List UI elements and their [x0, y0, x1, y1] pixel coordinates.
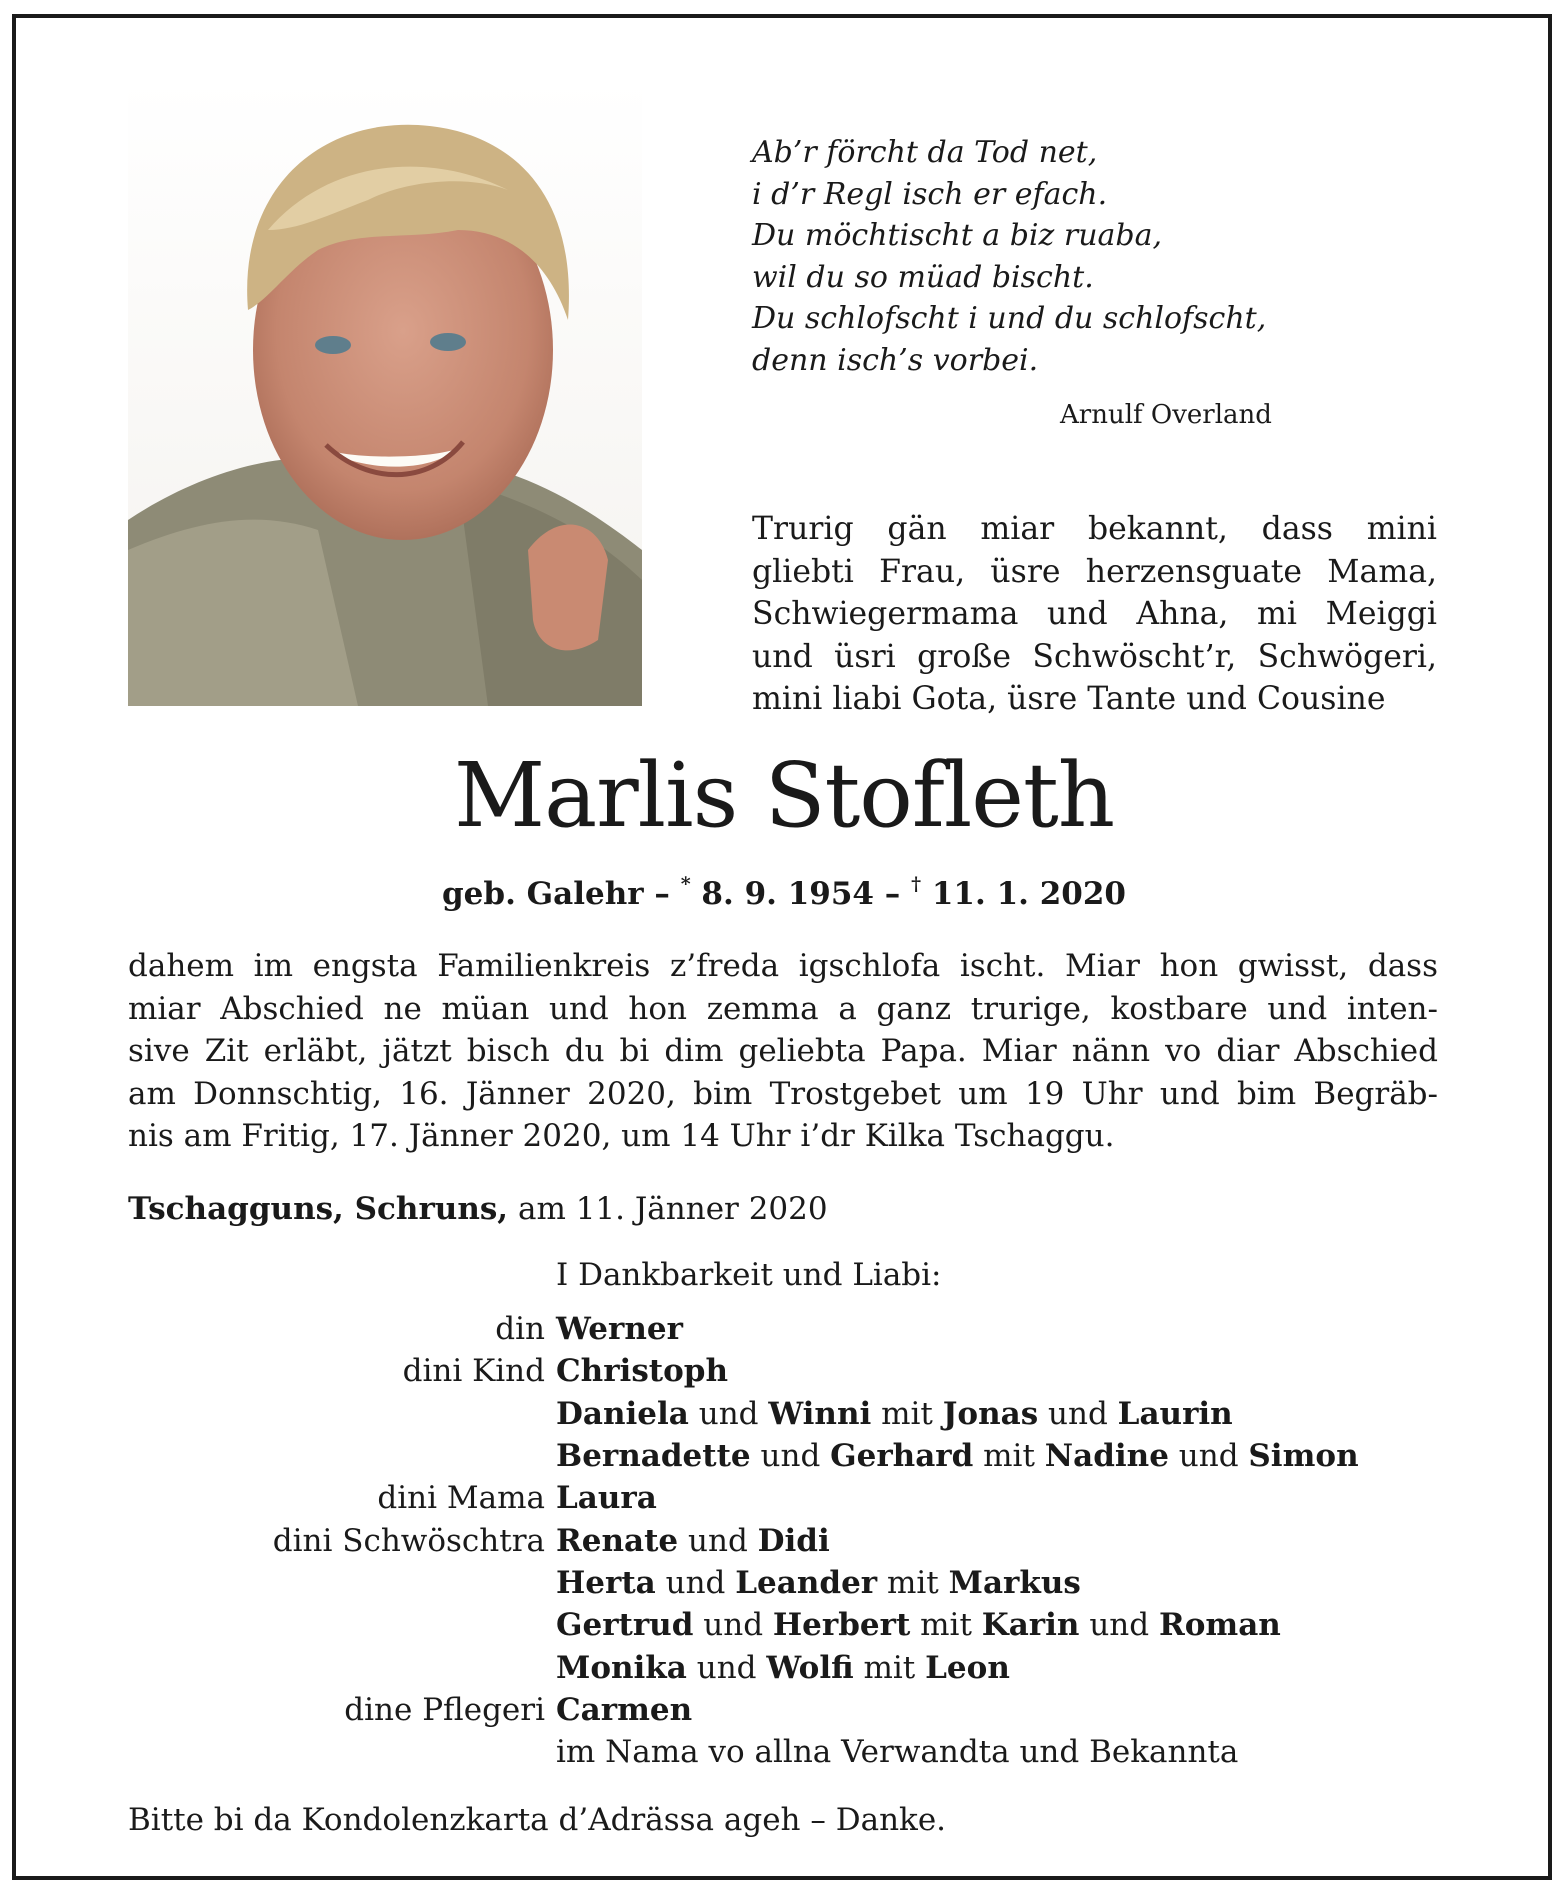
- family-member-name: Gertrud: [556, 1607, 694, 1644]
- family-member-name: Bernadette: [556, 1438, 751, 1475]
- family-connector: und: [655, 1564, 736, 1601]
- life-dates: [0, 873, 1568, 912]
- family-relation: dini Schwöschtra: [272, 1522, 545, 1559]
- family-row: [128, 1519, 1458, 1561]
- poem-line: wil du so müad bischt.: [752, 259, 1094, 295]
- family-connector: mit: [853, 1649, 926, 1686]
- family-connector: und: [1079, 1607, 1159, 1644]
- family-row: [128, 1435, 1458, 1477]
- portrait-photo: [128, 80, 642, 706]
- death-date: 11. 1. 2020: [921, 876, 1126, 912]
- poem-line: Du schlofscht i und du schlofscht,: [752, 301, 1267, 336]
- announcement-text: [752, 508, 1437, 721]
- closing-note: Bitte bi da Kondolenzkarta d’Adrässa ageh – Danke.: [128, 1802, 947, 1838]
- announcement-line: gliebti Frau, üsre herzensguate Mama,: [752, 553, 1437, 590]
- family-member-name: Herta: [556, 1564, 656, 1601]
- family-member-name: Jonas: [942, 1395, 1039, 1432]
- family-connector: und: [686, 1649, 767, 1686]
- family-connector: mit: [877, 1564, 949, 1601]
- family-connector: mit: [973, 1438, 1045, 1475]
- family-connector: und: [688, 1395, 769, 1432]
- announcement-line: Trurig gän miar bekannt, dass mini: [752, 511, 1437, 547]
- family-row: [128, 1393, 1458, 1435]
- thanks-line: I Dankbarkeit und Liabi:: [556, 1257, 942, 1293]
- family-connector: und: [750, 1438, 831, 1475]
- family-relation: dine Pflegeri: [344, 1691, 545, 1728]
- family-connector: mit: [910, 1607, 982, 1644]
- poem-line: i d’r Regl isch er efach.: [752, 176, 1108, 212]
- family-connector: mit: [871, 1395, 943, 1432]
- family-names: [556, 1650, 1010, 1686]
- place-location: Tschagguns, Schruns,: [128, 1191, 509, 1227]
- poem-line: Ab’r förcht da Tod net,: [752, 135, 1098, 170]
- family-names: [556, 1480, 657, 1516]
- family-member-name: Simon: [1248, 1438, 1359, 1475]
- family-member-name: Laura: [556, 1480, 657, 1517]
- family-row: [128, 1646, 1458, 1688]
- body-line: miar Abschied ne müan und hon zemma a ganz trurige, kostbare und inten-: [128, 990, 1438, 1027]
- birth-symbol: *: [680, 873, 691, 895]
- poem-author: Arnulf Overland: [1060, 400, 1272, 430]
- family-member-name: Wolfi: [766, 1649, 854, 1686]
- family-member-name: Markus: [948, 1564, 1081, 1601]
- family-member-name: Leander: [735, 1564, 878, 1601]
- family-row: [128, 1562, 1458, 1604]
- death-symbol: †: [911, 873, 922, 895]
- family-names: [556, 1692, 692, 1728]
- family-relation: dini Kind: [402, 1353, 545, 1390]
- family-names: [556, 1607, 1281, 1643]
- family-connector: und: [1038, 1395, 1118, 1432]
- family-names: [556, 1565, 1081, 1601]
- family-member-name: Carmen: [556, 1691, 693, 1728]
- family-relation: din: [495, 1311, 545, 1348]
- announcement-line: und üsri große Schwöscht’r, Schwögeri,: [752, 638, 1437, 675]
- announcement-line: mini liabi Gota, üsre Tante und Cousine: [752, 681, 1386, 717]
- maiden-name: geb. Galehr –: [442, 876, 670, 912]
- family-member-name: Renate: [556, 1522, 679, 1559]
- family-row: [128, 1308, 1458, 1350]
- family-member-name: Didi: [757, 1522, 830, 1559]
- family-row: [128, 1477, 1458, 1519]
- family-names: [556, 1353, 728, 1389]
- family-row: [128, 1731, 1458, 1773]
- deceased-name: Marlis Stofleth: [453, 743, 1115, 847]
- family-names: [556, 1311, 683, 1347]
- birth-date: 8. 9. 1954 –: [690, 876, 901, 912]
- announcement-line: Schwiegermama und Ahna, mi Meiggi: [752, 596, 1437, 632]
- family-member-name: Karin: [981, 1607, 1080, 1644]
- family-member-name: Gerhard: [830, 1438, 974, 1475]
- poem-line: Du möchtischt a biz ruaba,: [752, 218, 1163, 253]
- body-line: nis am Fritig, 17. Jänner 2020, um 14 Uhr i’dr Kilka Tschaggu.: [128, 1118, 1115, 1154]
- family-member-name: Herbert: [772, 1607, 911, 1644]
- family-member-name: Roman: [1158, 1607, 1281, 1644]
- place-date: [128, 1188, 828, 1230]
- poem-line: denn isch’s vorbei.: [752, 342, 1039, 378]
- family-connector: im Nama vo allna Verwandta und Bekannta: [556, 1734, 1239, 1771]
- family-connector: und: [678, 1522, 758, 1559]
- body-line: dahem im engsta Familienkreis z’freda igschlofa ischt. Miar hon gwisst, dass: [128, 948, 1438, 984]
- family-member-name: Winni: [768, 1395, 872, 1432]
- body-line: am Donnschtig, 16. Jänner 2020, bim Trostgebet um 19 Uhr und bim Begräb-: [128, 1075, 1438, 1112]
- family-row: [128, 1350, 1458, 1392]
- family-names: [556, 1523, 830, 1559]
- body-text: [128, 945, 1438, 1158]
- place-date-text: am 11. Jänner 2020: [508, 1191, 828, 1227]
- family-names: [556, 1734, 1238, 1770]
- family-names: [556, 1396, 1233, 1432]
- family-names: [556, 1438, 1359, 1474]
- poem: [752, 132, 1312, 381]
- family-row: [128, 1604, 1458, 1646]
- family-connector: und: [693, 1607, 773, 1644]
- family-member-name: Nadine: [1044, 1438, 1169, 1475]
- body-line: sive Zit erläbt, jätzt bisch du bi dim geliebta Papa. Miar nänn vo diar Abschied: [128, 1033, 1438, 1069]
- family-member-name: Monika: [556, 1649, 687, 1686]
- family-list: [128, 1308, 1458, 1773]
- family-relation: dini Mama: [377, 1480, 545, 1517]
- family-member-name: Laurin: [1117, 1395, 1233, 1432]
- family-member-name: Leon: [925, 1649, 1010, 1686]
- family-connector: und: [1168, 1438, 1249, 1475]
- family-member-name: Christoph: [556, 1353, 728, 1390]
- family-member-name: Werner: [556, 1311, 683, 1348]
- family-row: [128, 1689, 1458, 1731]
- family-member-name: Daniela: [556, 1395, 689, 1432]
